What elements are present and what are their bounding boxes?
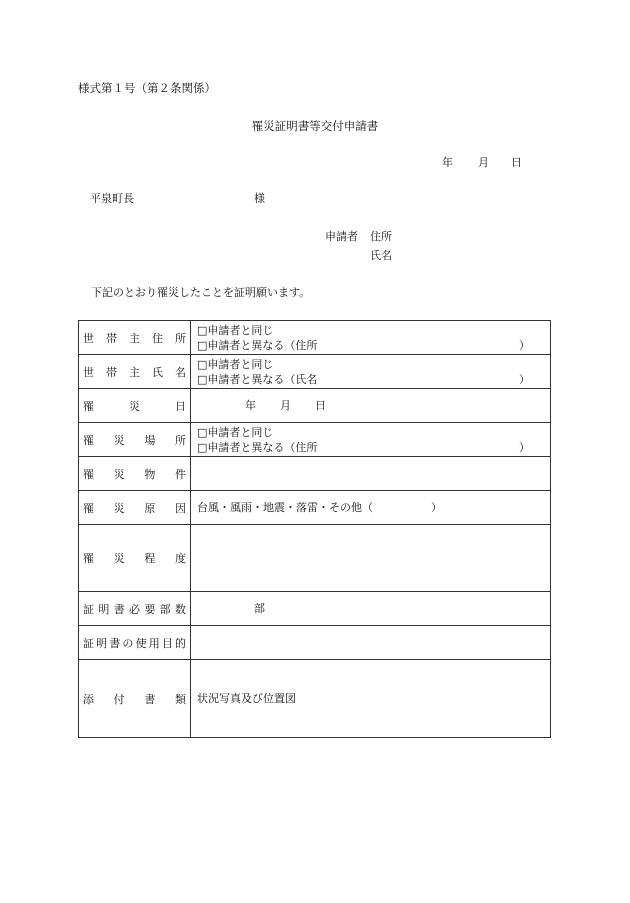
value-disaster-property[interactable] bbox=[191, 457, 551, 491]
row-label-text bbox=[83, 550, 186, 566]
applicant-name-label: 氏名 bbox=[370, 249, 392, 262]
label-char: 明 bbox=[98, 602, 110, 616]
label-char: 証 bbox=[83, 636, 94, 650]
row-label-text bbox=[83, 691, 186, 707]
value-purpose[interactable] bbox=[191, 626, 551, 660]
label-household-address bbox=[79, 321, 191, 355]
label-char: 証 bbox=[83, 602, 94, 616]
row-disaster-property bbox=[79, 457, 551, 491]
label-char: 度 bbox=[174, 552, 186, 565]
row-label-text bbox=[83, 466, 186, 482]
label-char: 災 bbox=[113, 552, 125, 565]
label-char: 災 bbox=[113, 501, 125, 515]
row-label-text bbox=[83, 398, 186, 414]
label-char: 帯 bbox=[106, 365, 117, 379]
value-disaster-date[interactable] bbox=[191, 389, 551, 423]
row-disaster-date bbox=[79, 389, 551, 423]
label-char: 所 bbox=[174, 433, 186, 447]
option-different-label: □申請者と異なる（住所 bbox=[197, 338, 318, 352]
label-char: 的 bbox=[174, 636, 186, 650]
label-char: 災 bbox=[113, 467, 125, 481]
label-char: 罹 bbox=[83, 552, 94, 565]
label-char: 付 bbox=[113, 692, 125, 706]
value-disaster-degree[interactable] bbox=[191, 525, 551, 592]
label-char: 明 bbox=[96, 636, 108, 650]
label-copies bbox=[79, 592, 191, 626]
attachments-text: 状況写真及び位置図 bbox=[197, 692, 296, 705]
applicant-address-label: 住所 bbox=[370, 230, 392, 243]
form-number: 様式第１号（第２条関係） bbox=[78, 81, 216, 95]
row-household-address bbox=[79, 321, 551, 355]
row-label-text bbox=[83, 601, 186, 617]
row-label-text bbox=[83, 635, 186, 651]
label-char: 罹 bbox=[83, 501, 94, 515]
label-household-name bbox=[79, 355, 191, 389]
application-table bbox=[78, 320, 551, 738]
date-year-label: 年 bbox=[442, 156, 453, 169]
page-title: 罹災証明書等交付申請書 bbox=[251, 119, 379, 133]
label-char: 帯 bbox=[106, 331, 117, 345]
label-char: 因 bbox=[174, 501, 186, 515]
row-label-text bbox=[83, 500, 186, 516]
label-char: 原 bbox=[144, 501, 156, 515]
label-char: 主 bbox=[129, 331, 140, 345]
value-household-address[interactable] bbox=[191, 321, 551, 355]
label-char: 使 bbox=[135, 636, 147, 650]
option-different-place[interactable] bbox=[197, 440, 544, 455]
option-different-name[interactable] bbox=[197, 372, 544, 387]
row-purpose bbox=[79, 626, 551, 660]
disaster-month-label: 月 bbox=[280, 399, 291, 412]
disaster-day-label: 日 bbox=[315, 399, 326, 412]
label-char: 数 bbox=[174, 602, 186, 616]
date-day-label: 日 bbox=[511, 156, 522, 169]
value-disaster-cause[interactable] bbox=[191, 491, 551, 525]
label-char: 添 bbox=[83, 692, 94, 706]
row-label-text bbox=[83, 330, 186, 346]
label-char: 災 bbox=[129, 399, 140, 413]
disaster-cause-options[interactable]: 台風・風雨・地震・落雷・その他（ bbox=[197, 501, 373, 514]
value-household-name[interactable] bbox=[191, 355, 551, 389]
row-disaster-cause bbox=[79, 491, 551, 525]
row-label-text bbox=[83, 432, 186, 448]
option-different-address[interactable] bbox=[197, 338, 544, 353]
disaster-year-label: 年 bbox=[245, 399, 256, 412]
label-char: 類 bbox=[174, 692, 186, 706]
close-paren: ） bbox=[519, 372, 530, 386]
label-char: 目 bbox=[161, 636, 173, 650]
option-different-label: □申請者と異なる（住所 bbox=[197, 440, 318, 454]
label-char: 住 bbox=[152, 331, 163, 345]
value-disaster-place[interactable] bbox=[191, 423, 551, 457]
option-same-as-applicant[interactable]: □申請者と同じ bbox=[197, 323, 274, 337]
row-disaster-place bbox=[79, 423, 551, 457]
label-char: 用 bbox=[148, 636, 160, 650]
row-copies bbox=[79, 592, 551, 626]
label-disaster-place bbox=[79, 423, 191, 457]
label-disaster-property bbox=[79, 457, 191, 491]
applicant-label: 申請者 bbox=[325, 230, 358, 243]
label-char: 書 bbox=[144, 692, 156, 706]
label-char: 程 bbox=[144, 552, 156, 565]
label-char: 氏 bbox=[152, 365, 163, 379]
row-label-text bbox=[83, 364, 186, 380]
label-char: 書 bbox=[109, 636, 121, 650]
label-char: 主 bbox=[129, 365, 140, 379]
label-char: 世 bbox=[83, 365, 94, 379]
label-char: 災 bbox=[113, 433, 125, 447]
close-paren: ） bbox=[431, 501, 442, 514]
label-char: 場 bbox=[144, 433, 156, 447]
option-same-as-applicant[interactable]: □申請者と同じ bbox=[197, 357, 274, 371]
value-copies[interactable] bbox=[191, 592, 551, 626]
recipient: 平泉町長 bbox=[90, 192, 134, 205]
label-char: 名 bbox=[175, 365, 186, 379]
label-purpose bbox=[79, 626, 191, 660]
label-char: 物 bbox=[144, 467, 156, 481]
option-same-as-applicant[interactable]: □申請者と同じ bbox=[197, 425, 274, 439]
label-disaster-degree bbox=[79, 525, 191, 592]
copies-unit: 部 bbox=[254, 602, 265, 615]
row-attachments bbox=[79, 660, 551, 738]
label-char: 件 bbox=[174, 467, 186, 481]
label-char: 部 bbox=[159, 602, 171, 616]
label-char: 罹 bbox=[83, 399, 94, 413]
label-disaster-cause bbox=[79, 491, 191, 525]
date-month-label: 月 bbox=[478, 156, 489, 169]
label-char: の bbox=[122, 636, 134, 650]
close-paren: ） bbox=[519, 338, 530, 352]
label-disaster-date bbox=[79, 389, 191, 423]
label-char: 書 bbox=[113, 602, 125, 616]
intro-text: 下記のとおり罹災したことを証明願います。 bbox=[91, 286, 311, 299]
close-paren: ） bbox=[519, 440, 530, 454]
row-disaster-degree bbox=[79, 525, 551, 592]
label-char: 世 bbox=[83, 331, 94, 345]
value-attachments bbox=[191, 660, 551, 738]
label-char: 必 bbox=[128, 602, 140, 616]
label-char: 所 bbox=[175, 331, 186, 345]
label-char: 罹 bbox=[83, 433, 94, 447]
label-char: 要 bbox=[144, 602, 156, 616]
label-char: 罹 bbox=[83, 467, 94, 481]
label-attachments bbox=[79, 660, 191, 738]
row-household-name bbox=[79, 355, 551, 389]
option-different-label: □申請者と異なる（氏名 bbox=[197, 372, 318, 386]
label-char: 日 bbox=[175, 399, 186, 413]
honorific: 様 bbox=[254, 192, 265, 205]
